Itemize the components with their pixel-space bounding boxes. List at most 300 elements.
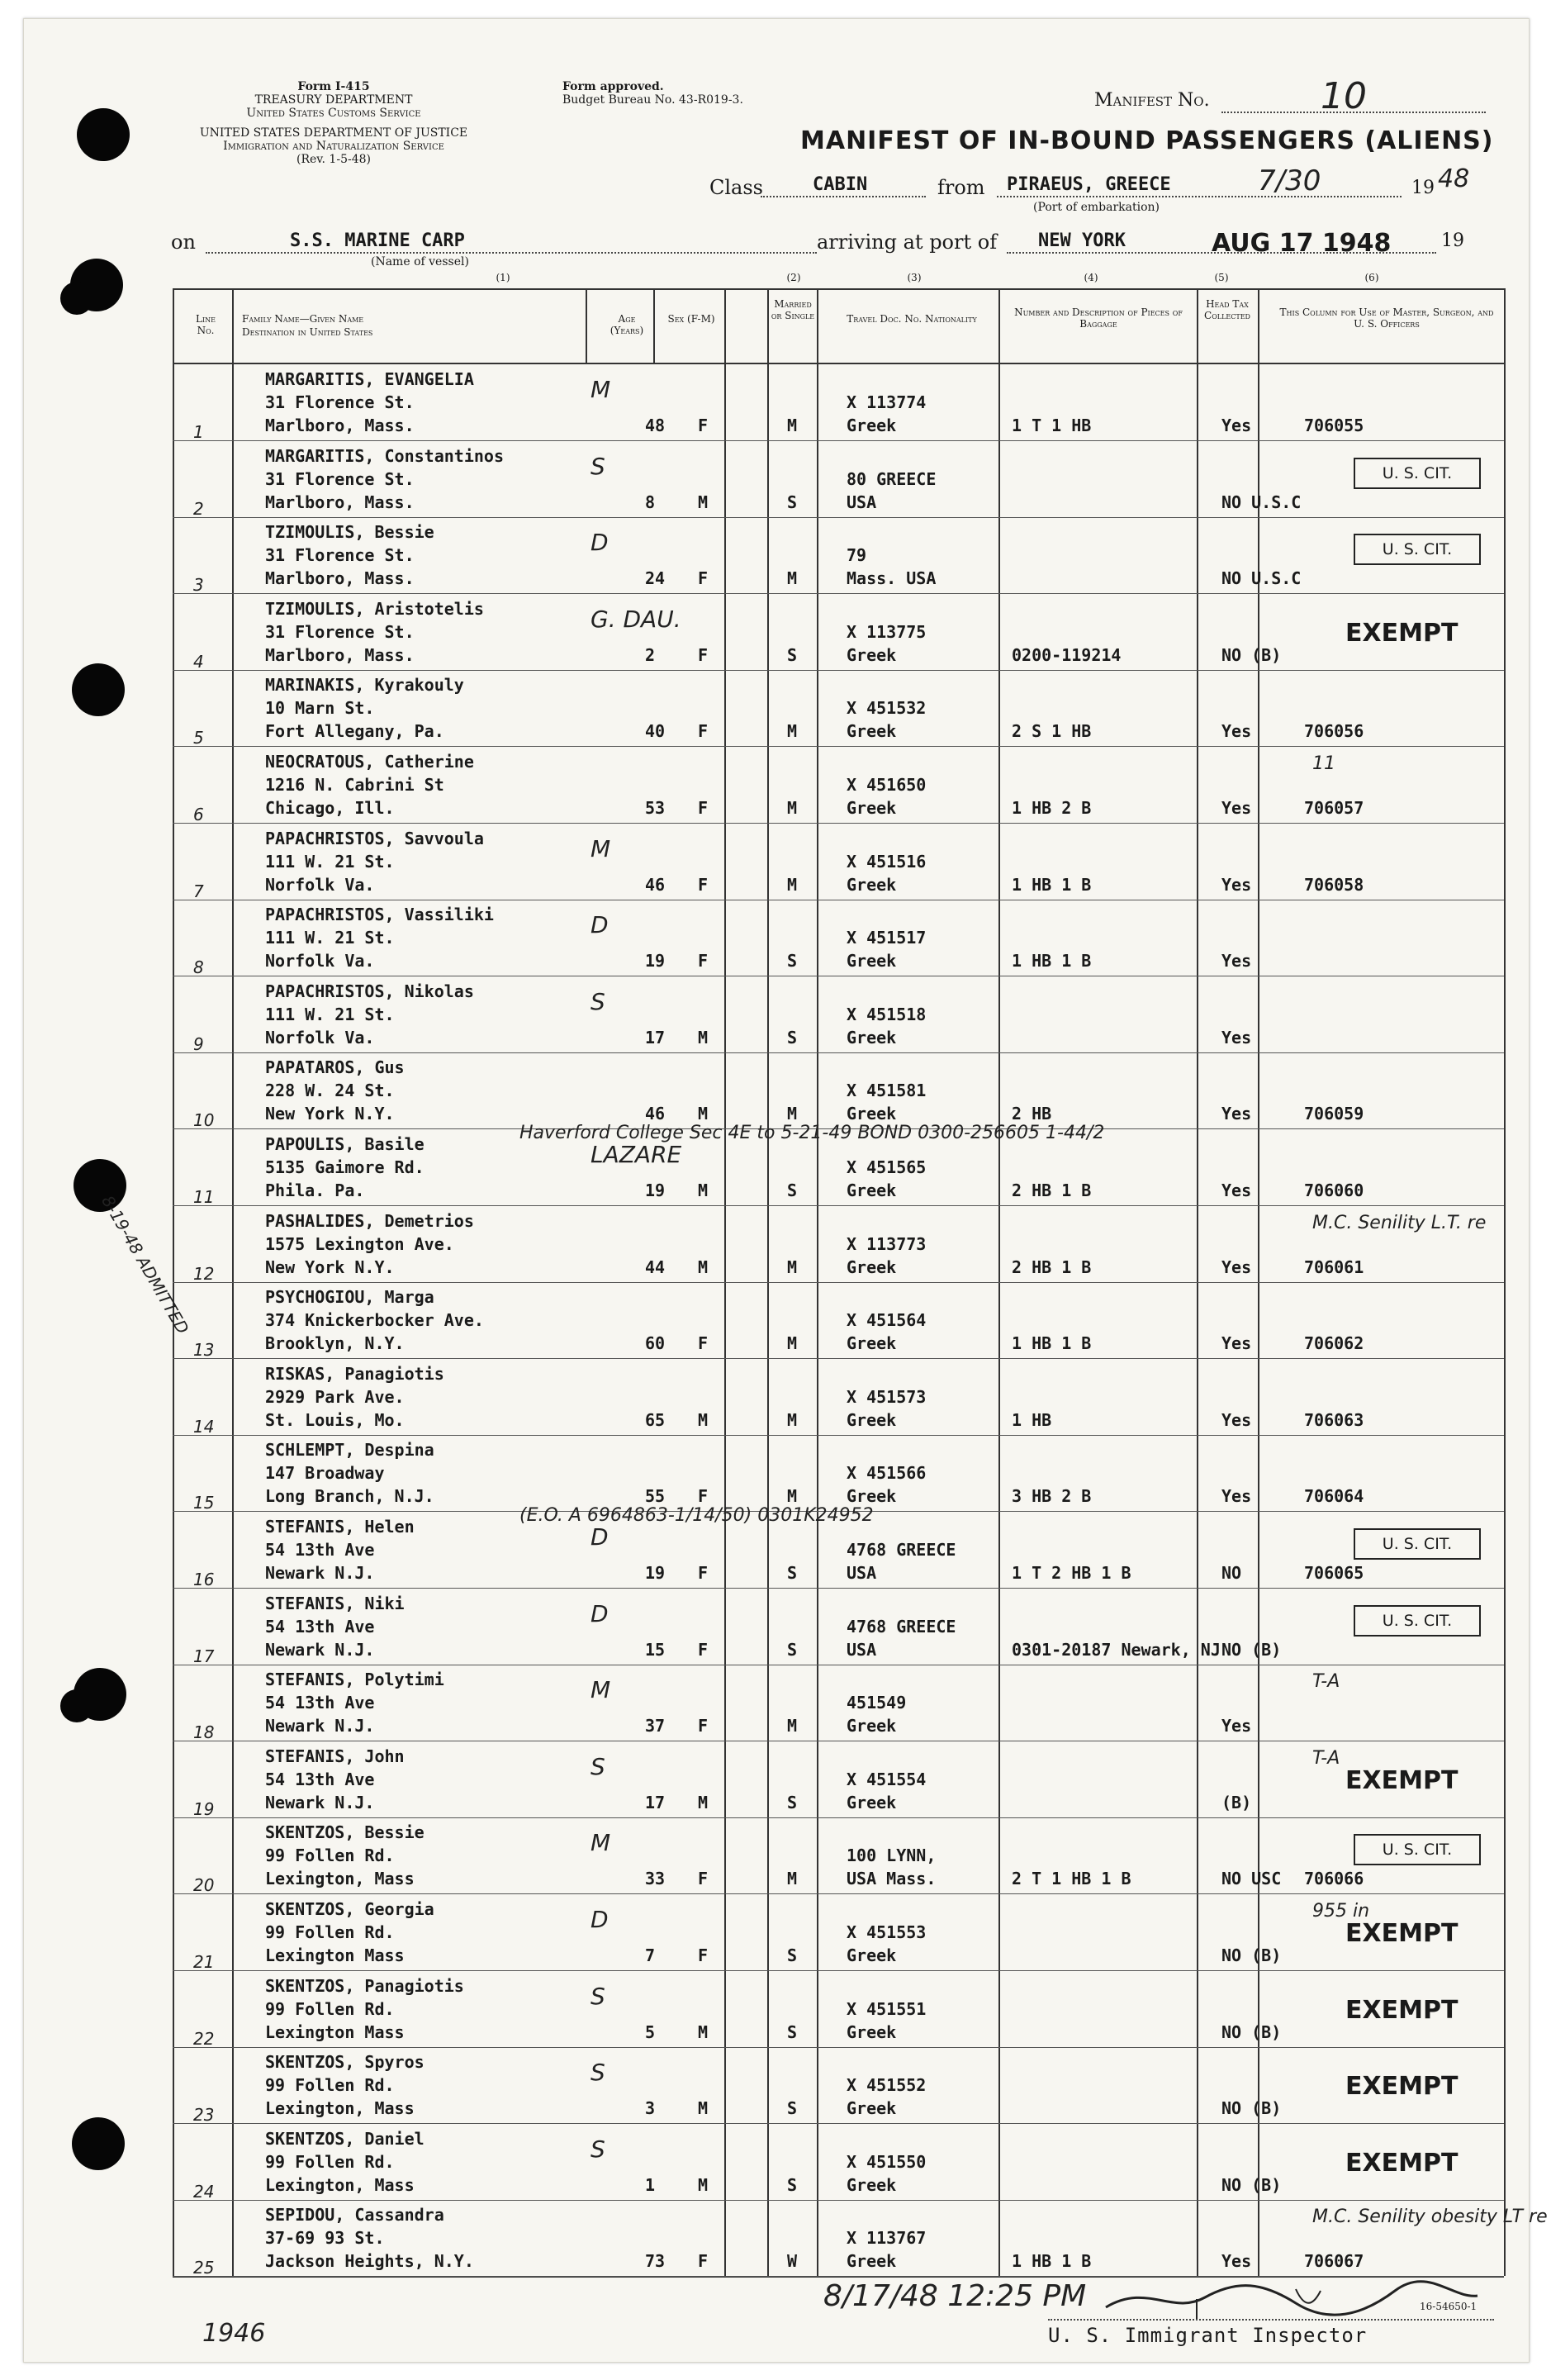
vessel-name: S.S. MARINE CARP bbox=[290, 230, 465, 251]
line-no: 19 bbox=[193, 1799, 215, 1819]
passenger-name: SKENTZOS, Daniel bbox=[265, 2129, 425, 2149]
line-no: 6 bbox=[193, 805, 204, 824]
line-no: 8 bbox=[193, 957, 204, 977]
table-row bbox=[24, 824, 1529, 902]
nationality: Greek bbox=[847, 2175, 897, 2195]
table-row bbox=[24, 594, 1529, 672]
address-line-2: Marlboro, Mass. bbox=[265, 645, 415, 665]
address-line-1: 2929 Park Ave. bbox=[265, 1387, 405, 1407]
passenger-name: PAPACHRISTOS, Vassiliki bbox=[265, 905, 494, 924]
table-row bbox=[24, 1282, 1529, 1361]
address-line-1: 54 13th Ave bbox=[265, 1770, 375, 1789]
nationality: USA bbox=[847, 1563, 877, 1583]
marital-status: M bbox=[787, 1486, 798, 1506]
customs-service: United States Customs Service bbox=[246, 107, 421, 120]
exempt-stamp: EXEMPT bbox=[1345, 1996, 1459, 2025]
table-row bbox=[24, 1665, 1529, 1743]
form-number: Form I-415 bbox=[297, 80, 370, 93]
address-line-1: 31 Florence St. bbox=[265, 545, 415, 565]
nationality: Greek bbox=[847, 1257, 897, 1277]
manifest-no-value: 10 bbox=[1321, 75, 1367, 117]
travel-doc: X 451551 bbox=[847, 1999, 927, 2019]
marital-status: M bbox=[787, 1869, 798, 1888]
sex: F bbox=[698, 798, 709, 818]
address-line-2: New York N.Y. bbox=[265, 1104, 395, 1123]
table-row bbox=[24, 2124, 1529, 2202]
nationality: Greek bbox=[847, 951, 897, 971]
line-no: 11 bbox=[193, 1187, 215, 1207]
travel-doc: X 451516 bbox=[847, 852, 927, 872]
address-line-2: Fort Allegany, Pa. bbox=[265, 721, 444, 741]
officer-number: 706062 bbox=[1304, 1333, 1364, 1353]
passenger-name: NEOCRATOUS, Catherine bbox=[265, 752, 474, 772]
passenger-name: SEPIDOU, Cassandra bbox=[265, 2205, 444, 2225]
address-line-1: 111 W. 21 St. bbox=[265, 852, 395, 872]
relationship-note: M bbox=[591, 835, 611, 862]
address-line-2: Marlboro, Mass. bbox=[265, 416, 415, 435]
marital-status: S bbox=[787, 1793, 798, 1812]
sex: M bbox=[698, 492, 709, 512]
head-tax: NO (B) bbox=[1221, 2022, 1282, 2042]
baggage: 2 HB 1 B bbox=[1012, 1257, 1092, 1277]
officer-number: 706067 bbox=[1304, 2251, 1364, 2271]
age: 40 bbox=[645, 721, 666, 741]
treasury-dept: TREASURY DEPARTMENT bbox=[254, 93, 413, 107]
relationship-note: S bbox=[591, 1753, 605, 1780]
nationality: Greek bbox=[847, 1486, 897, 1506]
baggage: 1 HB 1 B bbox=[1012, 951, 1092, 971]
head-tax: Yes bbox=[1221, 721, 1252, 741]
marital-status: M bbox=[787, 1104, 798, 1123]
handwritten-note: M.C. Senility obesity LT re bbox=[1312, 2207, 1548, 2227]
table-row bbox=[24, 747, 1529, 825]
relationship-note: D bbox=[591, 911, 609, 938]
marital-status: W bbox=[787, 2251, 798, 2271]
head-tax: NO USC bbox=[1221, 1869, 1282, 1888]
handwritten-note: M.C. Senility L.T. re bbox=[1312, 1213, 1487, 1233]
address-line-2: Long Branch, N.J. bbox=[265, 1486, 434, 1506]
line-no: 7 bbox=[193, 881, 204, 901]
handwritten-note: T-A bbox=[1312, 1671, 1340, 1692]
marital-status: M bbox=[787, 1410, 798, 1430]
line-no: 15 bbox=[193, 1493, 215, 1513]
marital-status: M bbox=[787, 1716, 798, 1736]
sex: M bbox=[698, 2175, 709, 2195]
sex: F bbox=[698, 1333, 709, 1353]
table-row bbox=[24, 1052, 1529, 1131]
marital-status: S bbox=[787, 951, 798, 971]
travel-doc: X 451517 bbox=[847, 928, 927, 948]
address-line-2: Norfolk Va. bbox=[265, 1028, 375, 1047]
address-line-2: New York N.Y. bbox=[265, 1257, 395, 1277]
travel-doc: X 113775 bbox=[847, 622, 927, 642]
age: 19 bbox=[645, 1563, 666, 1583]
line-no: 9 bbox=[193, 1034, 204, 1054]
nationality: USA bbox=[847, 492, 877, 512]
table-row bbox=[24, 1435, 1529, 1513]
age: 55 bbox=[645, 1486, 666, 1506]
nationality: Greek bbox=[847, 1716, 897, 1736]
relationship-note: LAZARE bbox=[591, 1141, 682, 1168]
from-label: from bbox=[937, 176, 985, 199]
col-num-4: (4) bbox=[1084, 272, 1098, 283]
age: 24 bbox=[645, 568, 666, 588]
sex: F bbox=[698, 1486, 709, 1506]
head-tax: NO U.S.C bbox=[1221, 492, 1302, 512]
line-no: 12 bbox=[193, 1264, 215, 1284]
address-line-1: 37-69 93 St. bbox=[265, 2228, 385, 2248]
address-line-1: 5135 Gaimore Rd. bbox=[265, 1157, 425, 1177]
header-line-no: Line No. bbox=[196, 313, 216, 336]
marital-status: M bbox=[787, 1257, 798, 1277]
from-value: PIRAEUS, GREECE bbox=[1007, 174, 1171, 195]
vessel-caption: (Name of vessel) bbox=[371, 255, 469, 268]
marital-status: M bbox=[787, 416, 798, 435]
sex: M bbox=[698, 1257, 709, 1277]
us-citizen-stamp: U. S. CIT. bbox=[1354, 458, 1481, 489]
passenger-name: PAPACHRISTOS, Savvoula bbox=[265, 829, 484, 848]
passenger-name: RISKAS, Panagiotis bbox=[265, 1364, 444, 1384]
address-line-2: Lexington Mass bbox=[265, 1945, 405, 1965]
head-tax: NO (B) bbox=[1221, 1640, 1282, 1660]
address-line-2: Chicago, Ill. bbox=[265, 798, 395, 818]
form-code: 16-54650-1 bbox=[1420, 2301, 1477, 2312]
passenger-name: STEFANIS, Niki bbox=[265, 1594, 405, 1613]
table-row bbox=[24, 900, 1529, 978]
travel-doc: X 451553 bbox=[847, 1922, 927, 1942]
address-line-1: 99 Follen Rd. bbox=[265, 2075, 395, 2095]
col-num-3: (3) bbox=[907, 272, 922, 283]
nationality: Greek bbox=[847, 798, 897, 818]
head-tax: NO (B) bbox=[1221, 645, 1282, 665]
form-approved: Form approved. bbox=[562, 80, 664, 93]
head-tax: Yes bbox=[1221, 875, 1252, 895]
baggage: 2 HB 1 B bbox=[1012, 1180, 1092, 1200]
marital-status: S bbox=[787, 1563, 798, 1583]
relationship-note: D bbox=[591, 529, 609, 556]
handwritten-note: 955 in bbox=[1312, 1901, 1370, 1922]
travel-doc: 4768 GREECE bbox=[847, 1540, 956, 1560]
marital-status: S bbox=[787, 1028, 798, 1047]
officer-number: 706065 bbox=[1304, 1563, 1364, 1583]
marital-status: M bbox=[787, 798, 798, 818]
passenger-name: TZIMOULIS, Aristotelis bbox=[265, 599, 484, 619]
marital-status: M bbox=[787, 875, 798, 895]
table-row bbox=[24, 1971, 1529, 2050]
sex: F bbox=[698, 645, 709, 665]
port-embarkation-caption: (Port of embarkation) bbox=[1033, 201, 1160, 214]
address-line-1: 31 Florence St. bbox=[265, 469, 415, 489]
baggage: 1 T 1 HB bbox=[1012, 416, 1092, 435]
passenger-name: PSYCHOGIOU, Marga bbox=[265, 1287, 434, 1307]
age: 1 bbox=[645, 2175, 656, 2195]
age: 3 bbox=[645, 2098, 656, 2118]
sex: M bbox=[698, 1410, 709, 1430]
head-tax: Yes bbox=[1221, 1180, 1252, 1200]
head-tax: Yes bbox=[1221, 951, 1252, 971]
nationality: Greek bbox=[847, 1333, 897, 1353]
age: 19 bbox=[645, 1180, 666, 1200]
sex: F bbox=[698, 1640, 709, 1660]
header-officers: This Column for Use of Master, Surgeon, and U. S. Officers bbox=[1279, 306, 1494, 330]
address-line-1: 99 Follen Rd. bbox=[265, 2152, 395, 2172]
line-no: 16 bbox=[193, 1570, 215, 1589]
manifest-page bbox=[23, 18, 1548, 2363]
handwritten-note: T-A bbox=[1312, 1748, 1340, 1769]
travel-doc: X 451518 bbox=[847, 1005, 927, 1024]
table-row bbox=[24, 1894, 1529, 1973]
table-row bbox=[24, 1589, 1529, 1667]
address-line-2: Lexington, Mass bbox=[265, 1869, 415, 1888]
sex: M bbox=[698, 1104, 709, 1123]
address-line-2: Marlboro, Mass. bbox=[265, 492, 415, 512]
passenger-name: PAPOULIS, Basile bbox=[265, 1134, 425, 1154]
officer-number: 706056 bbox=[1304, 721, 1364, 741]
address-line-2: Newark N.J. bbox=[265, 1716, 375, 1736]
arriving-label: arriving at port of bbox=[817, 230, 998, 254]
baggage: 1 HB 2 B bbox=[1012, 798, 1092, 818]
officer-number: 706064 bbox=[1304, 1486, 1364, 1506]
address-line-1: 99 Follen Rd. bbox=[265, 1922, 395, 1942]
travel-doc: X 451573 bbox=[847, 1387, 927, 1407]
line-no: 20 bbox=[193, 1875, 215, 1895]
age: 17 bbox=[645, 1028, 666, 1047]
travel-doc: 79 bbox=[847, 545, 867, 565]
nationality: Greek bbox=[847, 875, 897, 895]
head-tax: NO (B) bbox=[1221, 1945, 1282, 1965]
address-line-1: 111 W. 21 St. bbox=[265, 1005, 395, 1024]
table-row bbox=[24, 670, 1529, 748]
nationality: Greek bbox=[847, 1028, 897, 1047]
justice-dept: UNITED STATES DEPARTMENT OF JUSTICE bbox=[199, 126, 468, 140]
baggage: 2 T 1 HB 1 B bbox=[1012, 1869, 1131, 1888]
table-row bbox=[24, 1741, 1529, 1820]
address-line-1: 31 Florence St. bbox=[265, 622, 415, 642]
exempt-stamp: EXEMPT bbox=[1345, 2072, 1459, 2101]
relationship-note: S bbox=[591, 1983, 605, 2010]
baggage: 0301-20187 Newark, NJ bbox=[1012, 1640, 1221, 1660]
address-line-2: Norfolk Va. bbox=[265, 875, 375, 895]
baggage: 1 HB bbox=[1012, 1410, 1052, 1430]
nationality: Mass. USA bbox=[847, 568, 937, 588]
age: 5 bbox=[645, 2022, 656, 2042]
age: 19 bbox=[645, 951, 666, 971]
age: 46 bbox=[645, 1104, 666, 1123]
nationality: Greek bbox=[847, 1104, 897, 1123]
table-row bbox=[24, 1359, 1529, 1437]
age: 65 bbox=[645, 1410, 666, 1430]
head-tax: Yes bbox=[1221, 798, 1252, 818]
travel-doc: X 451550 bbox=[847, 2152, 927, 2172]
relationship-note: S bbox=[591, 453, 605, 480]
table-row bbox=[24, 1123, 1529, 1208]
officer-number: 706057 bbox=[1304, 798, 1364, 818]
marital-status: S bbox=[787, 645, 798, 665]
line-no: 18 bbox=[193, 1722, 215, 1742]
nationality: Greek bbox=[847, 1180, 897, 1200]
table-row bbox=[24, 517, 1529, 596]
relationship-note: S bbox=[591, 2135, 605, 2163]
sex: F bbox=[698, 1869, 709, 1888]
marital-status: S bbox=[787, 1180, 798, 1200]
travel-doc: X 451564 bbox=[847, 1310, 927, 1330]
col-num-6: (6) bbox=[1364, 272, 1379, 283]
address-line-2: Norfolk Va. bbox=[265, 951, 375, 971]
sex: F bbox=[698, 2251, 709, 2271]
marital-status: S bbox=[787, 1945, 798, 1965]
head-tax: NO bbox=[1221, 1563, 1242, 1583]
nationality: Greek bbox=[847, 645, 897, 665]
nationality: Greek bbox=[847, 1410, 897, 1430]
address-line-2: Newark N.J. bbox=[265, 1793, 375, 1812]
officer-number: 706063 bbox=[1304, 1410, 1364, 1430]
age: 37 bbox=[645, 1716, 666, 1736]
travel-doc: X 113767 bbox=[847, 2228, 927, 2248]
nationality: Greek bbox=[847, 721, 897, 741]
officer-number: 706061 bbox=[1304, 1257, 1364, 1277]
age: 48 bbox=[645, 416, 666, 435]
head-tax: Yes bbox=[1221, 1028, 1252, 1047]
age: 8 bbox=[645, 492, 656, 512]
line-no: 25 bbox=[193, 2258, 215, 2278]
footer-left-note: 1946 bbox=[202, 2319, 266, 2348]
header-head-tax: Head Tax Collected bbox=[1204, 298, 1250, 321]
table-row bbox=[24, 364, 1529, 443]
col-num-5: (5) bbox=[1214, 272, 1229, 283]
age: 44 bbox=[645, 1257, 666, 1277]
address-line-2: Lexington Mass bbox=[265, 2022, 405, 2042]
handwritten-note: Haverford College Sec 4E to 5-21-49 BOND 0300-256605 1-44/2 bbox=[519, 1123, 1105, 1143]
ins-service: Immigration and Naturalization Service bbox=[223, 140, 444, 153]
marital-status: M bbox=[787, 568, 798, 588]
address-line-2: Lexington, Mass bbox=[265, 2098, 415, 2118]
head-tax: Yes bbox=[1221, 1104, 1252, 1123]
sex: F bbox=[698, 1563, 709, 1583]
sex: M bbox=[698, 1028, 709, 1047]
marital-status: S bbox=[787, 1640, 798, 1660]
travel-doc: 4768 GREECE bbox=[847, 1617, 956, 1637]
table-row bbox=[24, 2200, 1548, 2278]
relationship-note: S bbox=[591, 2059, 605, 2086]
on-label: on bbox=[171, 230, 196, 254]
head-tax: NO U.S.C bbox=[1221, 568, 1302, 588]
us-citizen-stamp: U. S. CIT. bbox=[1354, 1834, 1481, 1865]
sex: F bbox=[698, 721, 709, 741]
class-label: Class bbox=[709, 176, 763, 199]
marital-status: S bbox=[787, 2022, 798, 2042]
head-tax: Yes bbox=[1221, 1410, 1252, 1430]
us-citizen-stamp: U. S. CIT. bbox=[1354, 1605, 1481, 1637]
travel-doc: 100 LYNN, bbox=[847, 1846, 937, 1865]
address-line-1: 1216 N. Cabrini St bbox=[265, 775, 444, 795]
revision: (Rev. 1-5-48) bbox=[296, 153, 371, 166]
inspector-signature: 8/17/48 12:25 PM bbox=[823, 2279, 1087, 2313]
arrival-port: NEW YORK bbox=[1038, 230, 1126, 251]
passenger-name: SKENTZOS, Panagiotis bbox=[265, 1976, 464, 1996]
class-value: CABIN bbox=[813, 174, 868, 195]
baggage: 2 S 1 HB bbox=[1012, 721, 1092, 741]
head-tax: NO (B) bbox=[1221, 2175, 1282, 2195]
baggage: 1 HB 1 B bbox=[1012, 1333, 1092, 1353]
nationality: Greek bbox=[847, 1945, 897, 1965]
address-line-1: 228 W. 24 St. bbox=[265, 1081, 395, 1100]
address-line-1: 31 Florence St. bbox=[265, 392, 415, 412]
budget-bureau: Budget Bureau No. 43-R019-3. bbox=[562, 93, 743, 107]
head-tax: Yes bbox=[1221, 416, 1252, 435]
table-row bbox=[24, 441, 1529, 520]
handwritten-note: (E.O. A 6964863-1/14/50) 0301K24952 bbox=[519, 1505, 874, 1526]
us-citizen-stamp: U. S. CIT. bbox=[1354, 534, 1481, 565]
inspector-title: U. S. Immigrant Inspector bbox=[1048, 2324, 1368, 2347]
address-line-2: Marlboro, Mass. bbox=[265, 568, 415, 588]
address-line-2: Jackson Heights, N.Y. bbox=[265, 2251, 474, 2271]
relationship-note: D bbox=[591, 1600, 609, 1627]
sex: M bbox=[698, 1793, 709, 1812]
sex: F bbox=[698, 875, 709, 895]
us-citizen-stamp: U. S. CIT. bbox=[1354, 1528, 1481, 1560]
head-tax: Yes bbox=[1221, 1333, 1252, 1353]
travel-doc: X 451532 bbox=[847, 698, 927, 718]
table-row bbox=[24, 1817, 1529, 1896]
line-no: 23 bbox=[193, 2105, 215, 2125]
travel-doc: X 113773 bbox=[847, 1234, 927, 1254]
handwritten-note: 11 bbox=[1312, 753, 1335, 774]
arrival-date-stamp: AUG 17 1948 bbox=[1212, 229, 1392, 258]
col-num-2: (2) bbox=[786, 272, 801, 283]
baggage: 1 HB 1 B bbox=[1012, 875, 1092, 895]
sex: M bbox=[698, 2022, 709, 2042]
manifest-title: MANIFEST OF IN-BOUND PASSENGERS (ALIENS) bbox=[800, 126, 1494, 155]
age: 15 bbox=[645, 1640, 666, 1660]
nationality: Greek bbox=[847, 2251, 897, 2271]
departure-date: 7/30 bbox=[1258, 164, 1321, 197]
passenger-name: SKENTZOS, Spyros bbox=[265, 2052, 425, 2072]
punch-hole-icon bbox=[77, 108, 130, 161]
nationality: Greek bbox=[847, 416, 897, 435]
relationship-note: D bbox=[591, 1906, 609, 1933]
exempt-stamp: EXEMPT bbox=[1345, 1919, 1459, 1948]
table-row bbox=[24, 1505, 1529, 1590]
nationality: Greek bbox=[847, 2022, 897, 2042]
header-baggage: Number and Description of Pieces of Baggage bbox=[1014, 306, 1183, 330]
line-no: 21 bbox=[193, 1952, 215, 1972]
passenger-name: STEFANIS, John bbox=[265, 1746, 405, 1766]
passenger-name: PASHALIDES, Demetrios bbox=[265, 1211, 474, 1231]
relationship-note: M bbox=[591, 1676, 611, 1703]
officer-number: 706059 bbox=[1304, 1104, 1364, 1123]
address-line-1: 54 13th Ave bbox=[265, 1693, 375, 1713]
sex: M bbox=[698, 2098, 709, 2118]
line-no: 24 bbox=[193, 2182, 215, 2202]
col-num-1: (1) bbox=[496, 272, 510, 283]
line-no: 3 bbox=[193, 575, 204, 595]
year-value: 48 bbox=[1438, 164, 1470, 193]
address-line-2: Phila. Pa. bbox=[265, 1180, 365, 1200]
passenger-name: STEFANIS, Polytimi bbox=[265, 1670, 444, 1689]
head-tax: Yes bbox=[1221, 1486, 1252, 1506]
passenger-name: SCHLEMPT, Despina bbox=[265, 1440, 434, 1460]
head-tax: Yes bbox=[1221, 1716, 1252, 1736]
sex: M bbox=[698, 1180, 709, 1200]
travel-doc: X 451552 bbox=[847, 2075, 927, 2095]
year-label-2: 19 bbox=[1441, 230, 1464, 251]
passenger-name: PAPACHRISTOS, Nikolas bbox=[265, 981, 474, 1001]
relationship-note: D bbox=[591, 1523, 609, 1551]
relationship-note: G. DAU. bbox=[591, 606, 681, 633]
baggage: 1 HB 1 B bbox=[1012, 2251, 1092, 2271]
line-no: 13 bbox=[193, 1340, 215, 1360]
address-line-1: 54 13th Ave bbox=[265, 1617, 375, 1637]
